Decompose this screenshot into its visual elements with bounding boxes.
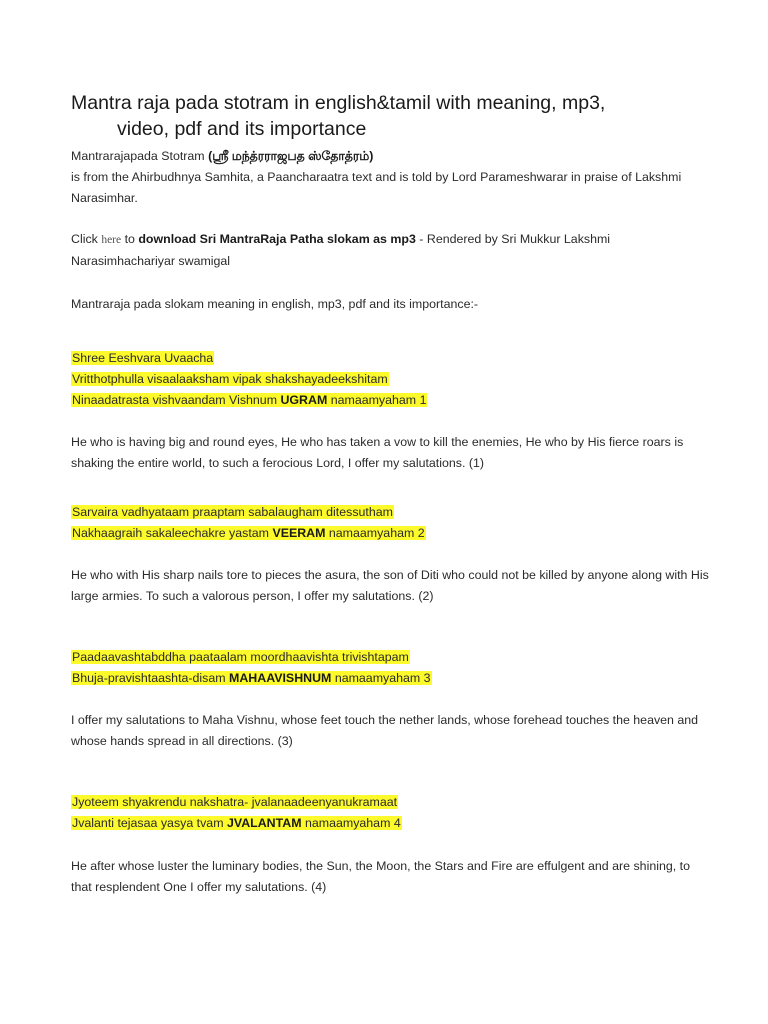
stotram-source-text: is from the Ahirbudhnya Samhita, a Paancharaatra text and is told by Lord Parameshwarar in praise of Lakshmi Narasimhar.	[71, 170, 682, 205]
verse-line: Bhuja-pravishtaashta-disam MAHAAVISHNUM namaamyaham 3	[72, 671, 431, 685]
intro-paragraph	[71, 146, 711, 209]
title-line-1: Mantra raja pada stotram in english&tamil with meaning, mp3,	[71, 92, 606, 114]
verse-4-meaning: He after whose luster the luminary bodies, the Sun, the Moon, the Stars and Fire are effulgent and are shining, to that resplendent One I offer my salutations. (4)	[71, 859, 690, 894]
verse-line: Jvalanti tejasaa yasya tvam JVALANTAM namaamyaham 4	[72, 816, 401, 830]
download-mp3-text: download Sri MantraRaja Patha slokam as mp3	[138, 232, 416, 246]
verse-2-meaning: He who with His sharp nails tore to pieces the asura, the son of Diti who could not be killed by anyone along with His large armies. To such a valorous person, I offer my salutations. (2)	[71, 568, 709, 603]
verse-2	[71, 502, 711, 544]
verse-1-meaning: He who is having big and round eyes, He who has taken a vow to kill the enemies, He who by His fierce roars is shaking the entire world, to such a ferocious Lord, I offer my salutations. (1)	[71, 435, 684, 470]
stotram-name: Mantrarajapada Stotram	[71, 149, 205, 163]
verse-line: Ninaadatrasta vishvaandam Vishnum UGRAM namaamyaham 1	[72, 393, 427, 407]
verse-3-meaning: I offer my salutations to Maha Vishnu, whose feet touch the nether lands, whose forehead touches the heaven and whose hands spread in all directions. (3)	[71, 713, 699, 748]
deity-epithet: MAHAAVISHNUM	[229, 671, 332, 685]
deity-epithet: JVALANTAM	[226, 816, 302, 830]
verse-line: Nakhaagraih sakaleechakre yastam VEERAM namaamyaham 2	[72, 526, 425, 540]
deity-epithet: UGRAM	[280, 393, 328, 407]
verse-line: Vritthotphulla visaalaaksham vipak shakshayadeekshitam	[72, 372, 388, 386]
stotram-tamil-name: (ஸ்ரீ மந்த்ரராஜபத ஸ்தோத்ரம்)	[208, 149, 374, 163]
page-title	[71, 90, 711, 142]
verse-line: Jyoteem shyakrendu nakshatra- jvalanaadeenyanukramaat	[72, 795, 398, 809]
verse-1	[71, 348, 711, 411]
verse-line: Paadaavashtabddha paataalam moordhaavishta trivishtapam	[72, 650, 409, 664]
download-paragraph	[71, 229, 711, 272]
deity-epithet: VEERAM	[272, 526, 326, 540]
verse-4	[71, 792, 711, 834]
section-heading: Mantraraja pada slokam meaning in english, mp3, pdf and its importance:-	[71, 297, 479, 311]
download-rendered-by-text: - Rendered by Sri Mukkur Lakshmi Narasimhachariyar swamigal	[71, 232, 611, 268]
verse-3	[71, 647, 711, 689]
verse-line: Shree Eeshvara Uvaacha	[72, 351, 214, 365]
download-to-text: to	[124, 232, 135, 246]
verse-line: Sarvaira vadhyataam praaptam sabalaugham ditessutham	[72, 505, 393, 519]
download-click-text: Click	[71, 232, 98, 246]
download-here-link[interactable]: here	[101, 234, 122, 246]
title-line-2: video, pdf and its importance	[117, 118, 367, 140]
